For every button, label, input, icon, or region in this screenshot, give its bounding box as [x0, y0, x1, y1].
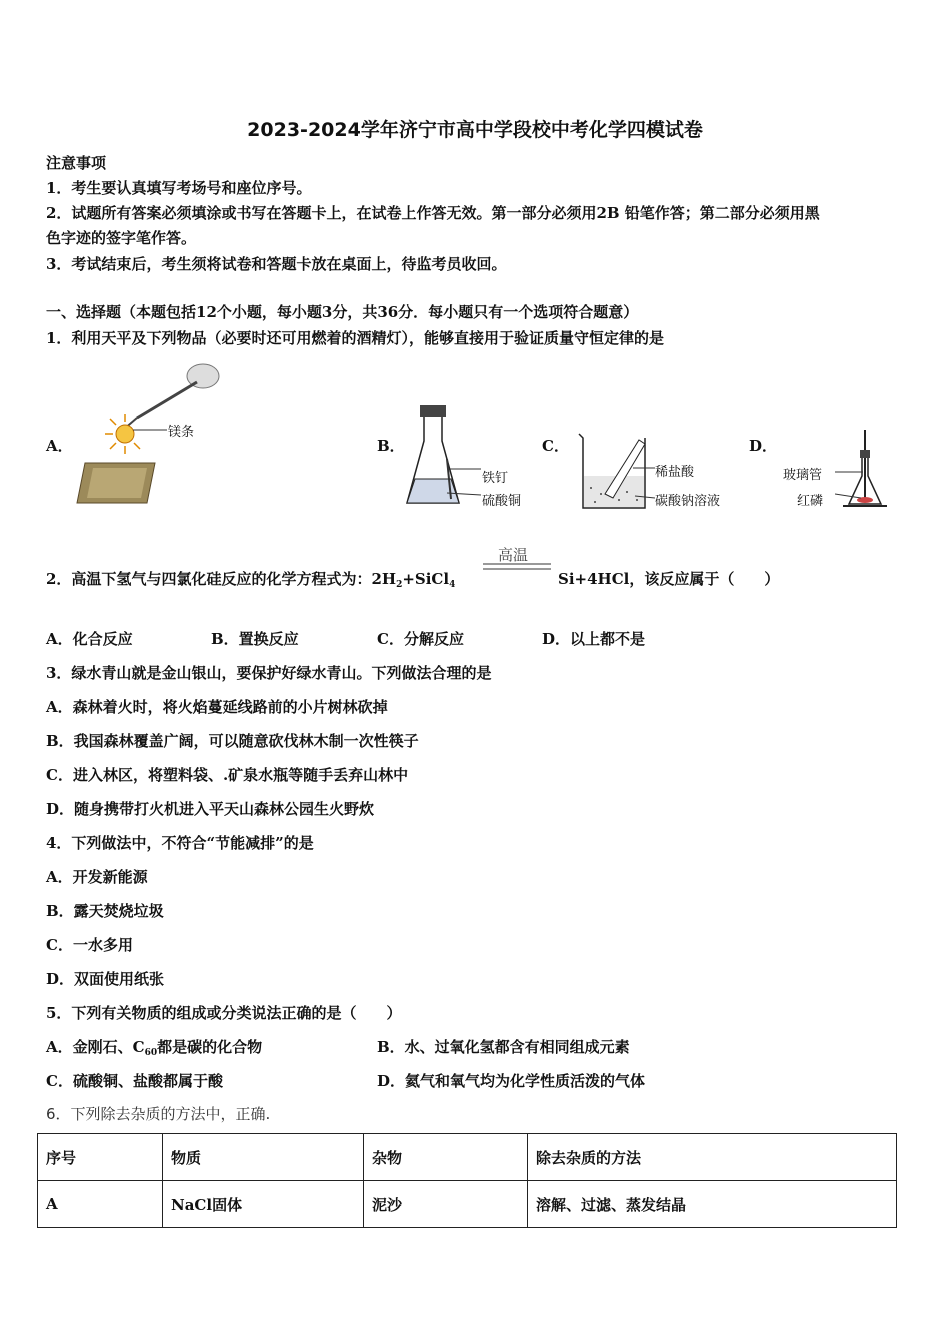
label-copper-sulfate: 硫酸铜 — [482, 494, 522, 509]
table-cell: 溶解、过滤、蒸发结晶 — [528, 1181, 897, 1228]
table-cell: NaCl固体 — [163, 1181, 364, 1228]
question-6-stem: 6．下列除去杂质的方法中，正确. — [46, 1105, 271, 1123]
table-cell: A — [38, 1181, 163, 1228]
table-header-cell: 杂物 — [364, 1134, 528, 1181]
q2-equation-part: +SiCl — [402, 570, 450, 588]
q1-option-b: B． — [377, 437, 405, 455]
q3-option-b: B．我国森林覆盖广阔，可以随意砍伐林木制一次性筷子 — [46, 732, 419, 750]
table-row — [38, 1181, 897, 1228]
page-title: 2023-2024学年济宁市高中学段校中考化学四模试卷 — [247, 119, 703, 141]
q5-option-a-text: 都是碳的化合物 — [157, 1038, 263, 1056]
q3-option-a: A．森林着火时，将火焰蔓延线路前的小片树林砍掉 — [46, 698, 388, 716]
label-glass-tube: 玻璃管 — [783, 468, 823, 483]
q2-option-a: A．化合反应 — [46, 630, 133, 648]
q2-option-b: B．置换反应 — [211, 630, 299, 648]
label-red-phosphorus: 红磷 — [797, 494, 824, 509]
table-header-cell: 除去杂质的方法 — [528, 1134, 897, 1181]
q4-option-c: C．一水多用 — [46, 936, 133, 954]
q3-option-d: D．随身携带打火机进入平天山森林公园生火野炊 — [46, 800, 375, 818]
q5-option-b: B．水、过氧化氢都含有相同组成元素 — [377, 1038, 630, 1056]
reaction-condition: 高温 — [498, 546, 529, 564]
table-header-cell: 物质 — [163, 1134, 364, 1181]
table-header-row — [38, 1134, 897, 1181]
q2-subscript: 2 — [396, 580, 403, 590]
q5-subscript: 60 — [144, 1048, 158, 1058]
label-iron-nail: 铁钉 — [482, 471, 509, 486]
q1-option-d: D． — [749, 437, 778, 455]
q2-subscript: 4 — [449, 580, 456, 590]
section-heading: 一、选择题（本题包括12个小题，每小题3分，共36分．每小题只有一个选项符合题意） — [46, 303, 639, 321]
q2-option-c: C．分解反应 — [377, 630, 464, 648]
question-2-stem — [46, 568, 455, 590]
q5-option-d: D．氦气和氧气均为化学性质活泼的气体 — [377, 1072, 646, 1090]
q1-option-c: C． — [542, 437, 569, 455]
table-cell: 泥沙 — [364, 1181, 528, 1228]
magnesium-burning-figure — [75, 358, 245, 508]
impurity-table — [37, 1133, 897, 1228]
notice-heading: 注意事项 — [46, 154, 107, 172]
q5-option-c: C．硫酸铜、盐酸都属于酸 — [46, 1072, 223, 1090]
q4-option-d: D．双面使用纸张 — [46, 970, 165, 988]
flask-phosphorus-figure — [835, 428, 895, 510]
q1-option-a: A． — [46, 437, 73, 455]
label-sodium-carbonate: 碳酸钠溶液 — [655, 494, 721, 509]
q5-option-a-text: A．金刚石、C — [46, 1038, 145, 1056]
table-header-cell: 序号 — [38, 1134, 163, 1181]
equals-sign-icon — [483, 563, 551, 571]
beaker-testtube-figure — [575, 432, 655, 512]
question-5-stem: 5．下列有关物质的组成或分类说法正确的是（ ） — [46, 1004, 402, 1022]
question-1-stem: 1．利用天平及下列物品（必要时还可用燃着的酒精灯），能够直接用于验证质量守恒定律的是 — [46, 329, 664, 347]
q5-option-a — [46, 1036, 262, 1058]
question-2-stem-end: Si+4HCl，该反应属于（ ） — [558, 570, 780, 588]
notice-item: 色字迹的签字笔作答。 — [46, 229, 197, 247]
q2-option-d: D．以上都不是 — [542, 630, 646, 648]
notice-item: 3．考试结束后，考生须将试卷和答题卡放在桌面上，待监考员收回。 — [46, 255, 507, 273]
q2-equation-part: 2．高温下氢气与四氯化硅反应的化学方程式为：2H — [46, 570, 397, 588]
flask-iron-nail-figure — [403, 403, 483, 509]
q3-option-c: C．进入林区，将塑料袋、.矿泉水瓶等随手丢弃山林中 — [46, 766, 409, 784]
q4-option-b: B．露天焚烧垃圾 — [46, 902, 164, 920]
notice-item: 2．试题所有答案必须填涂或书写在答题卡上，在试卷上作答无效。第一部分必须用2B 铅笔作答；第二部分必须用黑 — [46, 204, 820, 222]
question-4-stem: 4．下列做法中，不符合“节能减排”的是 — [46, 834, 314, 852]
notice-item: 1．考生要认真填写考场号和座位序号。 — [46, 179, 312, 197]
label-magnesium-ribbon: 镁条 — [168, 425, 195, 440]
q4-option-a: A．开发新能源 — [46, 868, 148, 886]
question-3-stem: 3．绿水青山就是金山银山，要保护好绿水青山。下列做法合理的是 — [46, 664, 492, 682]
label-dilute-hcl: 稀盐酸 — [655, 465, 695, 480]
